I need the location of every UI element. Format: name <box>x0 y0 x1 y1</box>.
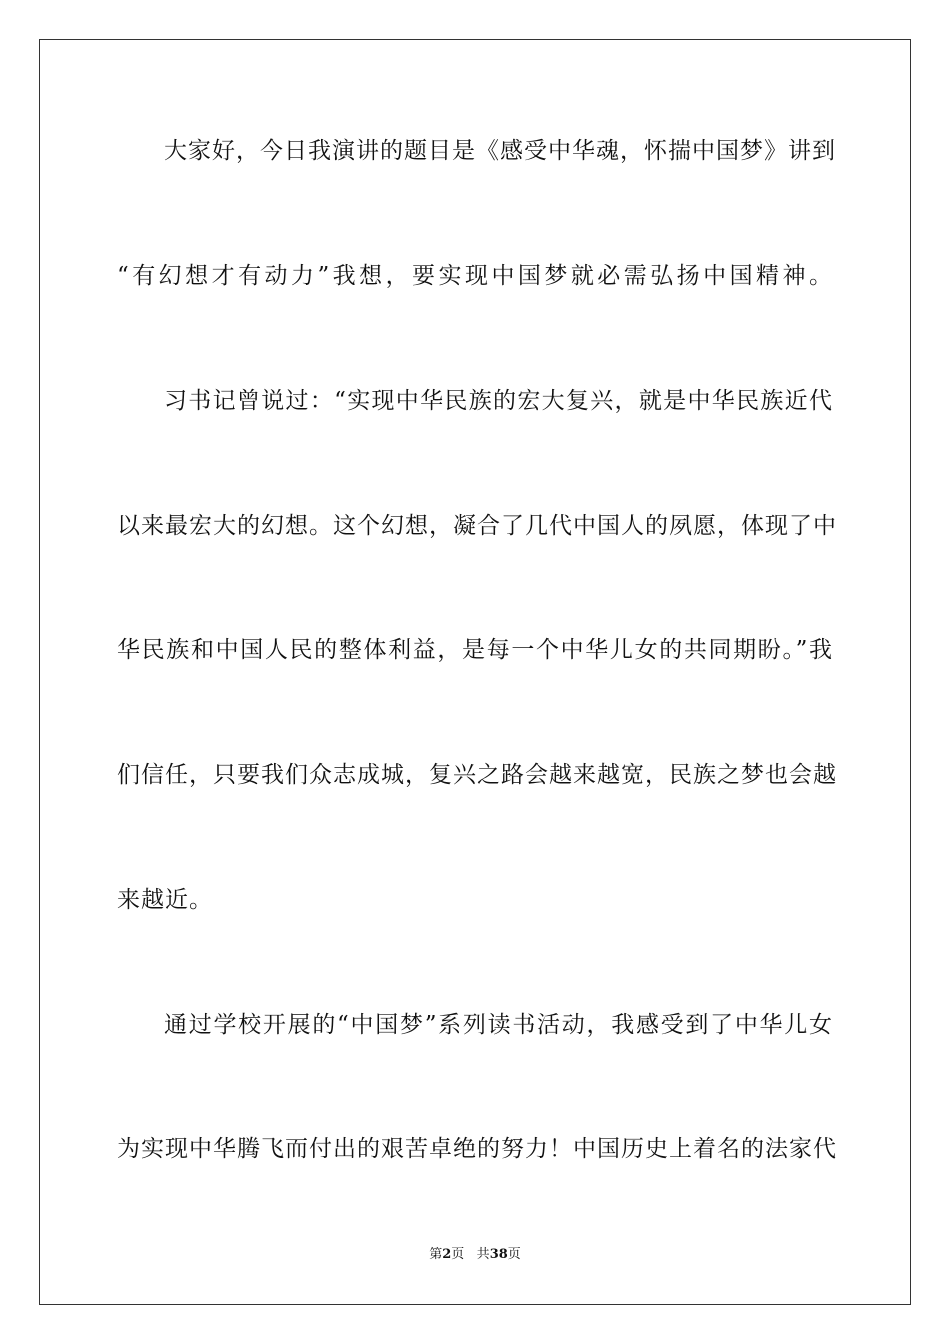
text-line-2: “有幻想才有动力”我想，要实现中国梦就必需弘扬中国精神。 <box>117 263 833 289</box>
total-label-prefix: 共 <box>476 1247 490 1262</box>
total-pages-number: 38 <box>489 1247 508 1262</box>
text-line-7: 来越近。 <box>117 887 213 913</box>
text-line-9: 为实现中华腾飞而付出的艰苦卓绝的努力！中国历史上着名的法家代 <box>117 1136 837 1162</box>
page-label-suffix: 页 <box>451 1247 465 1262</box>
text-line-1: 大家好，今日我演讲的题目是《感受中华魂，怀揣中国梦》讲到 <box>164 138 836 164</box>
page-footer <box>0 1246 950 1264</box>
text-line-8: 通过学校开展的“中国梦”系列读书活动，我感受到了中华儿女 <box>164 1012 833 1038</box>
current-page-number: 2 <box>442 1247 452 1262</box>
text-line-3: 习书记曾说过：“实现中华民族的宏大复兴，就是中华民族近代 <box>164 388 833 414</box>
text-line-5: 华民族和中国人民的整体利益，是每一个中华儿女的共同期盼。”我 <box>117 637 833 663</box>
text-line-6: 们信任，只要我们众志成城，复兴之路会越来越宽，民族之梦也会越 <box>117 762 837 788</box>
text-line-4: 以来最宏大的幻想。这个幻想，凝合了几代中国人的夙愿，体现了中 <box>117 513 837 539</box>
page-border <box>39 39 911 1305</box>
total-label-suffix: 页 <box>507 1247 521 1262</box>
page-label-prefix: 第 <box>429 1247 443 1262</box>
